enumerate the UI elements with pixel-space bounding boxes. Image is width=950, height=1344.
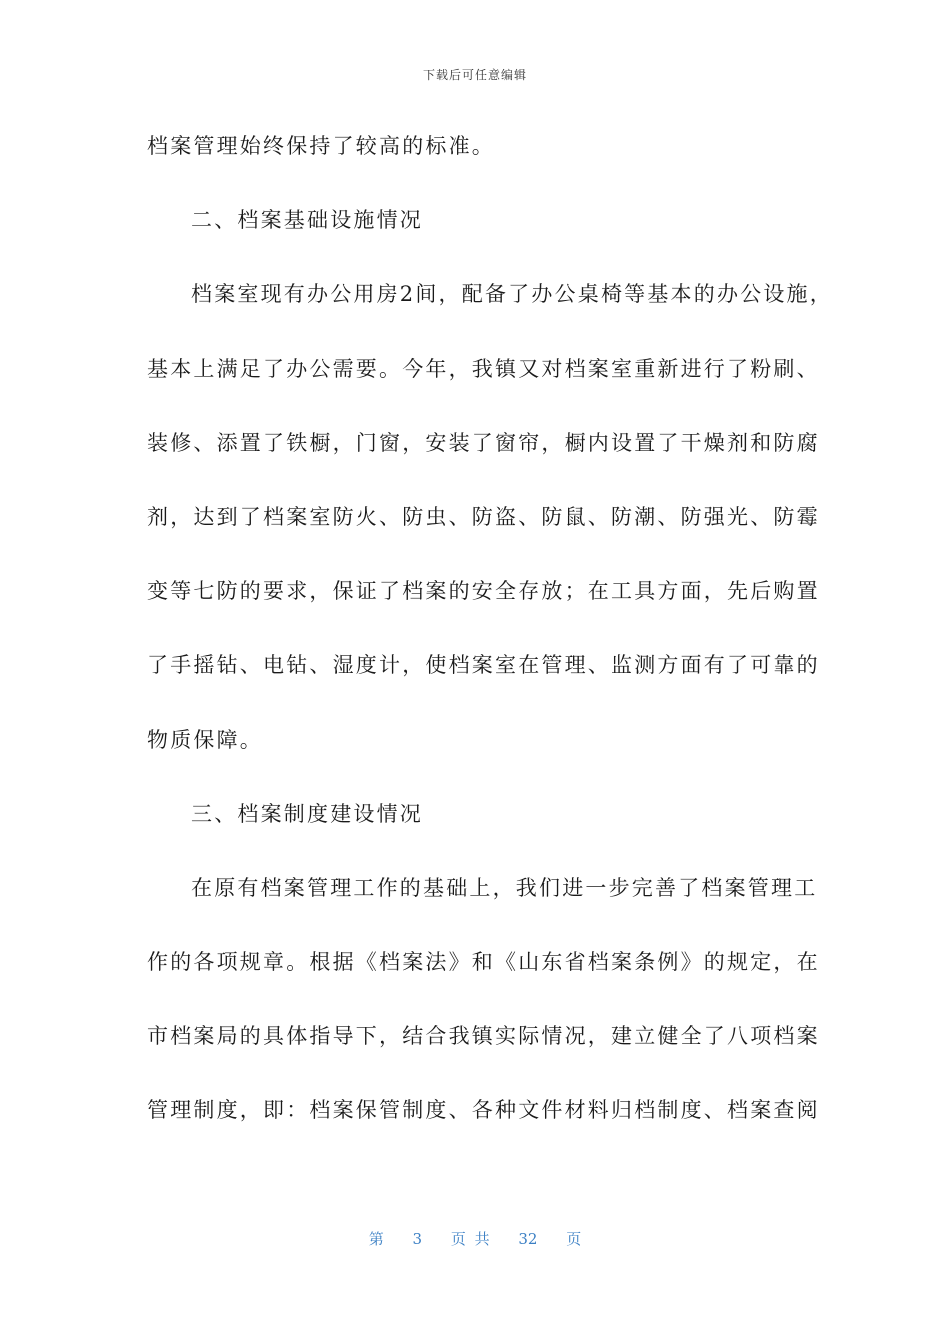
paragraph-line: 作的各项规章。根据《档案法》和《山东省档案条例》的规定，在 [147, 950, 820, 975]
paragraph-line: 了手摇钻、电钻、湿度计，使档案室在管理、监测方面有了可靠的 [147, 653, 820, 678]
footer-prefix: 第 [368, 1230, 384, 1248]
page-footer [0, 1228, 950, 1249]
footer-middle: 页 共 [450, 1230, 490, 1248]
paragraph-line: 剂，达到了档案室防火、防虫、防盗、防鼠、防潮、防强光、防霉 [147, 504, 820, 529]
paragraph-line: 物质保障。 [147, 727, 263, 752]
document-body [147, 126, 833, 1165]
paragraph-line: 装修、添置了铁橱，门窗，安装了窗帘，橱内设置了干燥剂和防腐 [147, 430, 820, 455]
section-heading: 三、档案制度建设情况 [191, 801, 423, 826]
page-header-note: 下载后可任意编辑 [422, 68, 527, 82]
footer-total-pages: 32 [518, 1230, 538, 1248]
footer-current-page: 3 [412, 1230, 423, 1248]
paragraph-line: 档案室现有办公用房2间，配备了办公桌椅等基本的办公设施， [191, 282, 833, 307]
paragraph-line: 档案管理始终保持了较高的标准。 [147, 134, 495, 158]
paragraph-line: 变等七防的要求，保证了档案的安全存放；在工具方面，先后购置 [147, 579, 820, 604]
footer-suffix: 页 [566, 1230, 582, 1248]
paragraph-line: 基本上满足了办公需要。今年，我镇又对档案室重新进行了粉刷、 [147, 356, 820, 381]
section-heading: 二、档案基础设施情况 [191, 208, 423, 233]
paragraph-line: 管理制度，即：档案保管制度、各种文件材料归档制度、档案查阅 [147, 1098, 820, 1123]
paragraph-line: 在原有档案管理工作的基础上，我们进一步完善了档案管理工 [191, 875, 818, 900]
paragraph-line: 市档案局的具体指导下，结合我镇实际情况，建立健全了八项档案 [147, 1024, 820, 1049]
